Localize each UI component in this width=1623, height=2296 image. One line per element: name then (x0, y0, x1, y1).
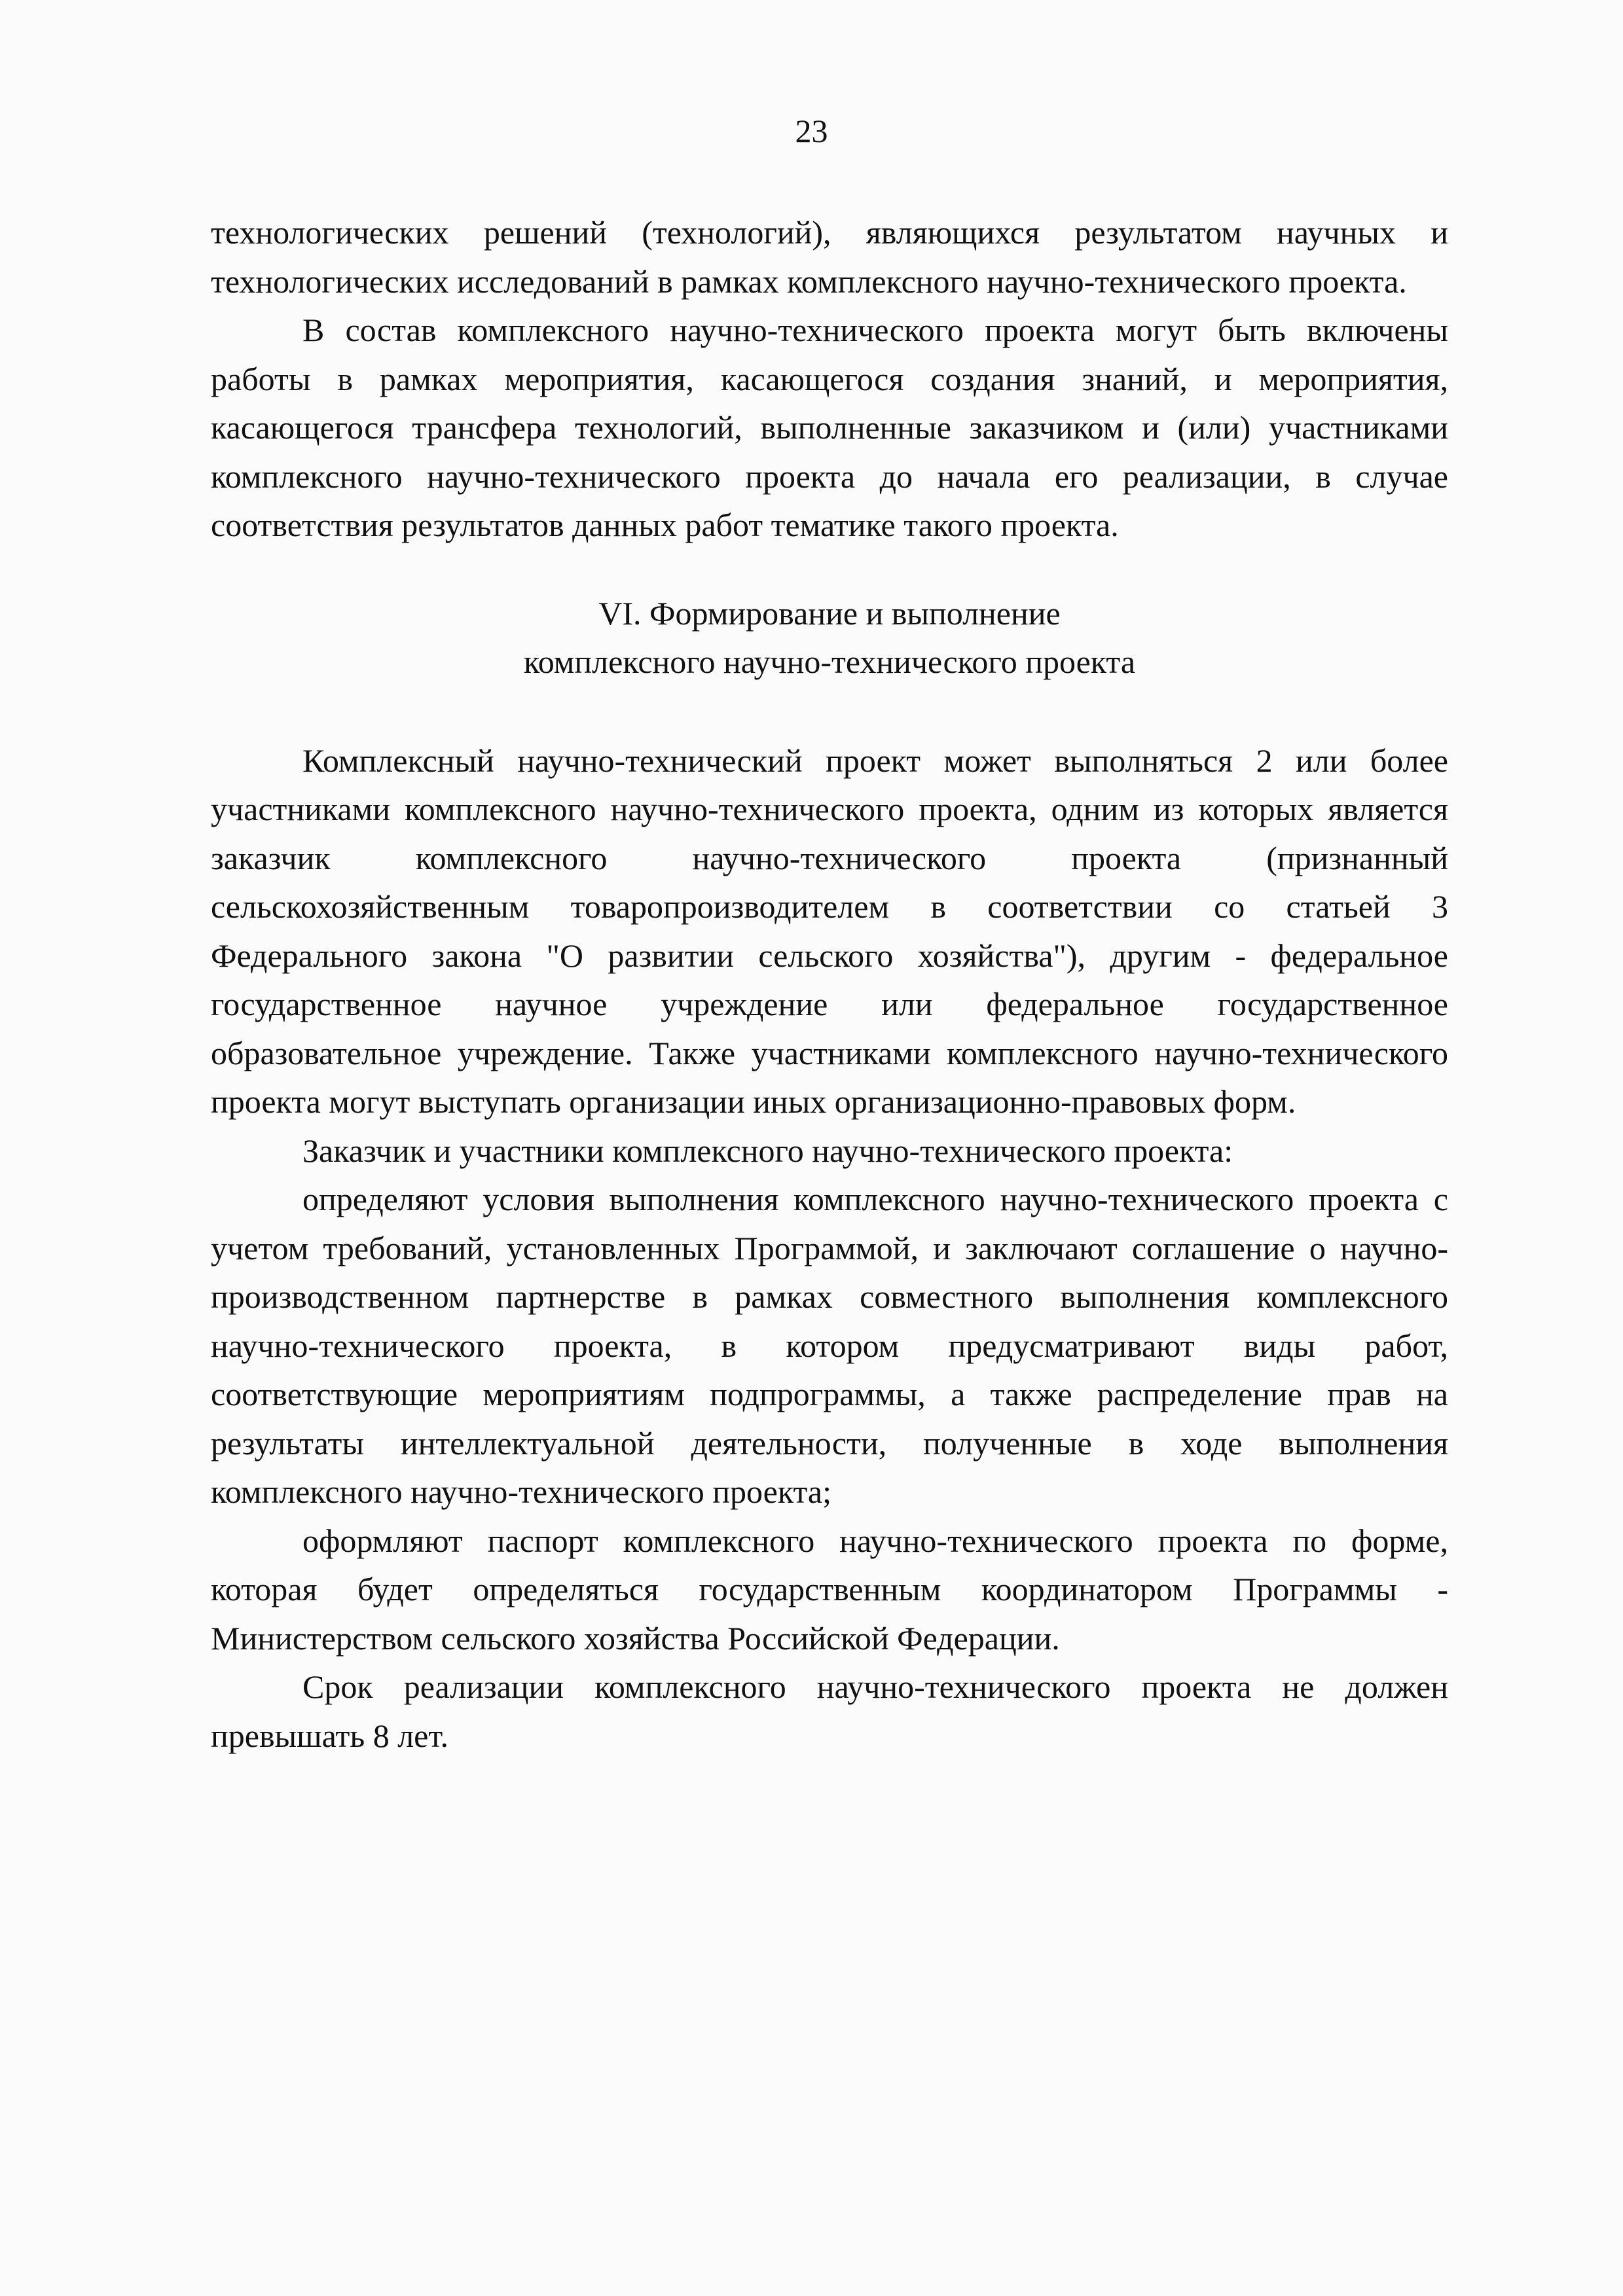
section-heading-line1: VI. Формирование и выполнение (598, 594, 1061, 632)
section-heading (211, 589, 1448, 687)
spacer (211, 550, 1448, 589)
paragraph-customer-intro: Заказчик и участники комплексного научно-технического проекта: (302, 1132, 1233, 1169)
paragraph-project-composition: В состав комплексного научно-технического проекта могут быть включены работы в рамках мероприятия, касающегося создания знаний, и мероприятия, касающегося трансфера технологий, выполненные заказчиком и (или) участниками комплексного научно-технического проекта до начала его реализации, в случае соответствия результатов данных работ тематике такого проекта. (211, 312, 1448, 543)
paragraph-passport: оформляют паспорт комплексного научно-технического проекта по форме, которая будет определяться государственным координатором Программы - Министерством сельского хозяйства Российской Федерации. (211, 1522, 1448, 1657)
document-body (211, 208, 1448, 1760)
section-heading-line2: комплексного научно-технического проекта (523, 643, 1136, 680)
spacer (211, 687, 1448, 736)
paragraph-conditions: определяют условия выполнения комплексного научно-технического проекта с учетом требований, установленных Программой, и заключают соглашение о научно-производственном партнерстве в рамках совместного выполнения комплексного научно-технического проекта, в котором предусматривают виды работ, соответствующие мероприятиям подпрограммы, а также распределение прав на результаты интеллектуальной деятельности, полученные в ходе выполнения комплексного научно-технического проекта; (211, 1181, 1448, 1510)
paragraph-continuation: технологических решений (технологий), являющихся результатом научных и технологических исследований в рамках комплексного научно-технического проекта. (211, 214, 1448, 300)
page-number: 23 (795, 113, 828, 149)
paragraph-term: Срок реализации комплексного научно-технического проекта не должен превышать 8 лет. (211, 1668, 1448, 1754)
paragraph-participants: Комплексный научно-технический проект может выполняться 2 или более участниками комплексного научно-технического проекта, одним из которых является заказчик комплексного научно-технического проекта (признанный сельскохозяйственным товаропроизводителем в соответствии со статьей 3 Федерального закона "О развитии сельского хозяйства"), другим - федеральное государственное научное учреждение или федеральное государственное образовательное учреждение. Также участниками комплексного научно-технического проекта могут выступать организации иных организационно-правовых форм. (211, 742, 1448, 1120)
